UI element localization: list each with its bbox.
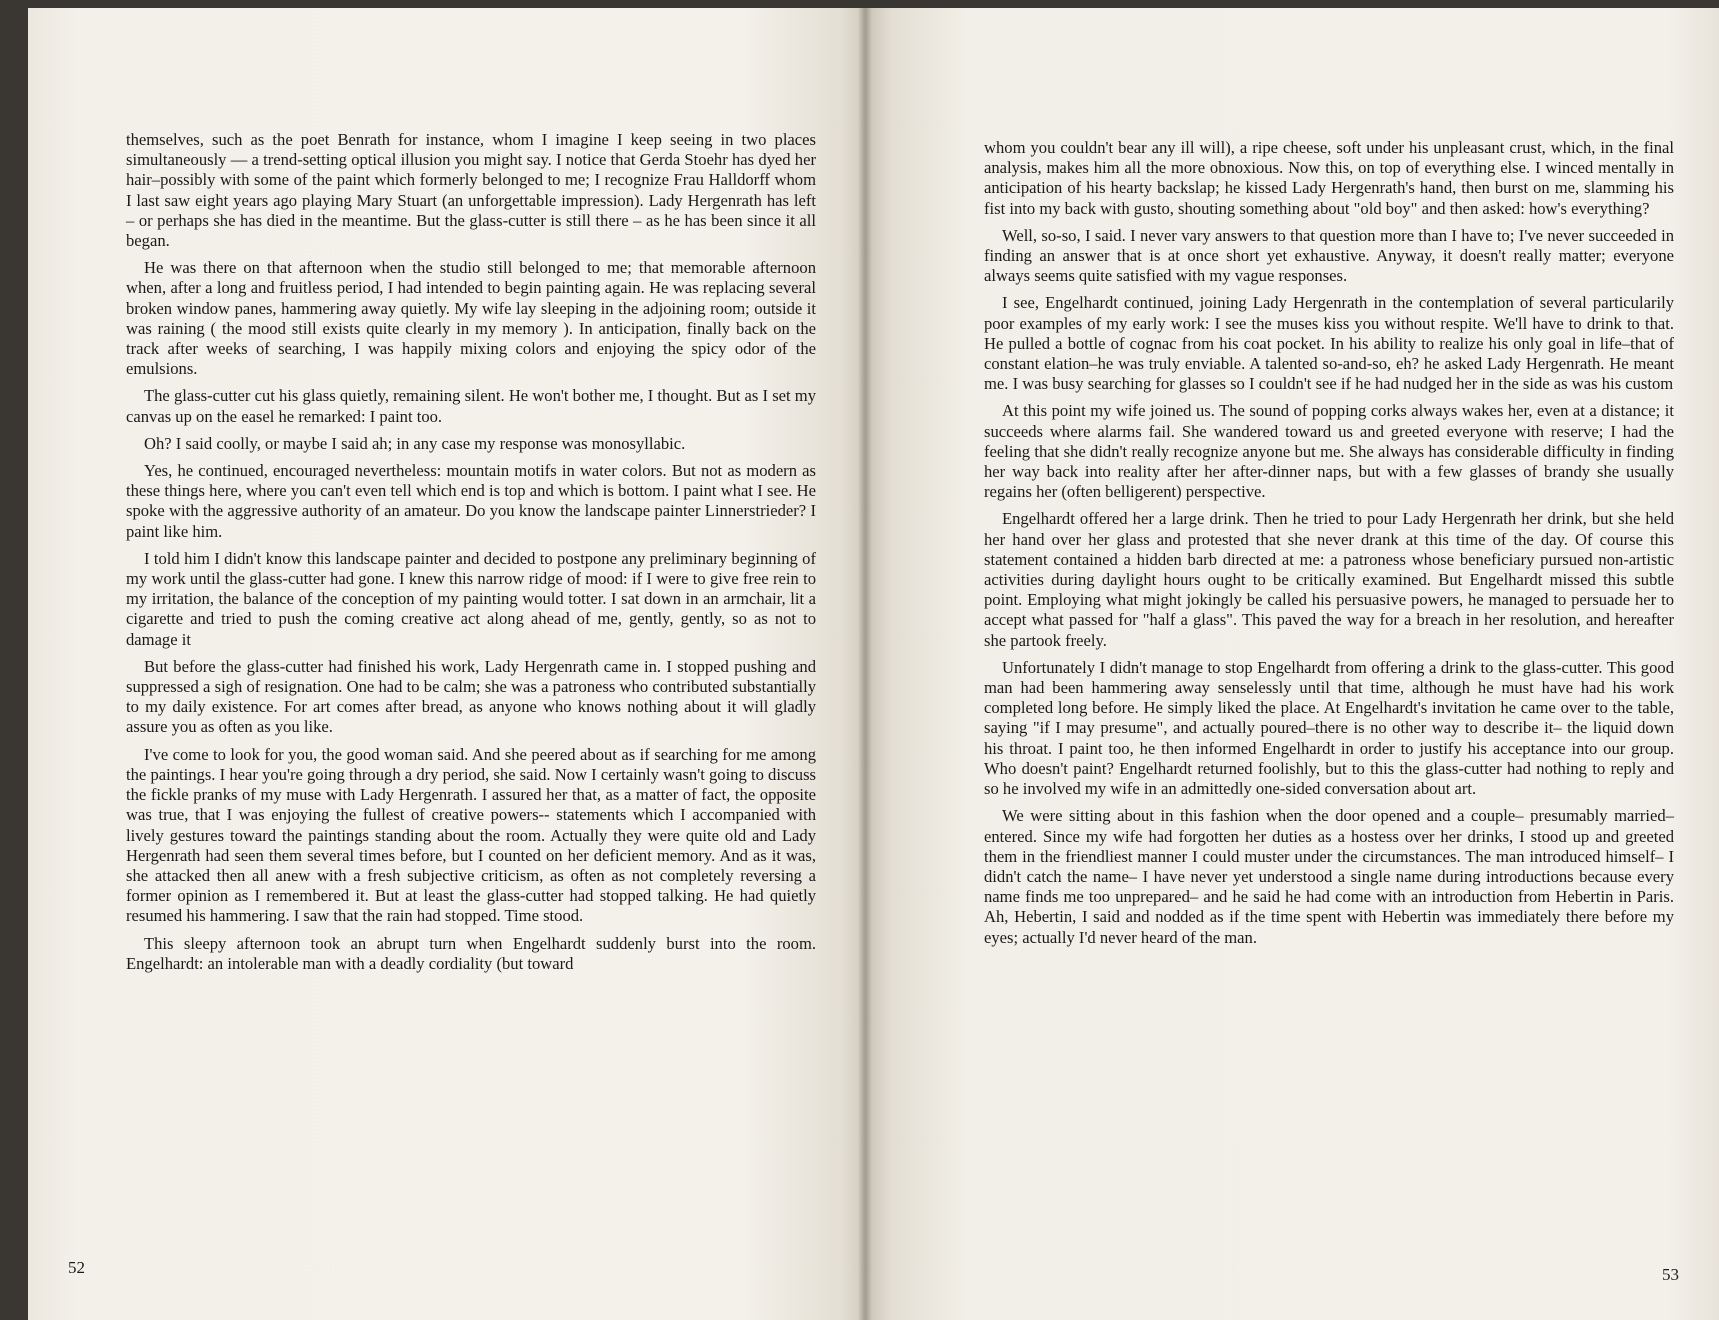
paragraph: We were sitting about in this fashion when the door opened and a couple– presumably married– entered. Since my wife had forgotten her duties as a hostess over her drinks, I stood up and greeted them in the friendliest manner I could muster under the circumstances. The man introduced himself– I didn't catch the name– I have never yet understood a single name during introductions because every name finds me too unprepared– and he said he had come with an introduction from Hebertin in Paris. Ah, Hebertin, I said and nodded as if the time spent with Hebertin was immediately there before my eyes; actually I'd never heard of the man. — [984, 806, 1674, 947]
paragraph: themselves, such as the poet Benrath for instance, whom I imagine I keep seeing in two places simultaneously — a trend-setting optical illusion you might say. I notice that Gerda Stoehr has dyed her hair–possibly with some of the paint which formerly belonged to me; I recognize Frau Halldorff whom I last saw eight years ago playing Mary Stuart (an unforgettable impression). Lady Hergenrath has left – or perhaps she has died in the meantime. But the glass-cutter is still there – as he has been since it all began. — [126, 130, 816, 251]
paragraph: Well, so-so, I said. I never vary answers to that question more than I have to; I've never succeeded in finding an answer that is at once short yet exhaustive. Anyway, it doesn't really matter; everyone always seems quite satisfied with my vague responses. — [984, 225, 1674, 286]
paragraph: At this point my wife joined us. The sound of popping corks always wakes her, even at a distance; it succeeds where alarms fail. She wandered toward us and greeted everyone with reserve; I had the feeling that she didn't really recognize anyone but me. She always has considerable difficulty in finding her way back into reality after her after-dinner naps, but with a few glasses of brandy she usually regains her (often belligerent) perspective. — [984, 401, 1674, 502]
right-page — [866, 8, 1719, 1320]
book-gutter — [858, 8, 872, 1320]
paragraph: But before the glass-cutter had finished his work, Lady Hergenrath came in. I stopped pushing and suppressed a sigh of resignation. One had to be calm; she was a patroness who contributed substantially to my daily existence. For art comes after bread, as anyone who knows nothing about it will gladly assure you as often as you like. — [126, 656, 816, 737]
paragraph: This sleepy afternoon took an abrupt turn when Engelhardt suddenly burst into the room. Engelhardt: an intolerable man with a deadly cordiality (but toward — [126, 933, 816, 973]
paragraph: The glass-cutter cut his glass quietly, remaining silent. He won't bother me, I thought. But as I set my canvas up on the easel he remarked: I paint too. — [126, 386, 816, 426]
paragraph: I told him I didn't know this landscape painter and decided to postpone any preliminary beginning of my work until the glass-cutter had gone. I knew this narrow ridge of mood: if I were to give free rein to my irritation, the balance of the conception of my painting would totter. I sat down in an armchair, lit a cigarette and tried to push the coming creative act along ahead of me, gently, gently, so as not to damage it — [126, 548, 816, 649]
paragraph: I see, Engelhardt continued, joining Lady Hergenrath in the contemplation of several particularily poor examples of my early work: I see the muses kiss you without respite. We'll have to drink to that. He pulled a bottle of cognac from his coat pocket. In his ability to realize his only goal in life–that of constant elation–he was truly enviable. A talented so-and-so, eh? he asked Lady Hergenrath. He meant me. I was busy searching for glasses so I couldn't see if he had nudged her in the side as was his custom — [984, 293, 1674, 394]
paragraph: whom you couldn't bear any ill will), a ripe cheese, soft under his unpleasant crust, which, in the final analysis, makes him all the more obnoxious. Now this, on top of everything else. I winced mentally in anticipation of his hearty backslap; he kissed Lady Hergenrath's hand, then burst on me, slamming his fist into my back with gusto, shouting something about "old boy" and then asked: how's everything? — [984, 138, 1674, 218]
paragraph: Unfortunately I didn't manage to stop Engelhardt from offering a drink to the glass-cutter. This good man had been hammering away senselessly until that time, although he must have had his work completed long before. He simply liked the place. At Engelhardt's invitation he came over to the table, saying "if I may presume", and actually poured–there is no other way to describe it– the liquid down his throat. I paint too, he then informed Engelhardt in order to justify his acceptance into our group. Who doesn't paint? Engelhardt returned foolishly, but to this the glass-cutter had nothing to reply and so he involved my wife in an admittedly one-sided conversation about art. — [984, 657, 1674, 799]
right-page-text — [984, 138, 1674, 955]
left-page — [28, 8, 866, 1320]
paragraph: He was there on that afternoon when the studio still belonged to me; that memorable afternoon when, after a long and fruitless period, I had intended to begin painting again. He was replacing several broken window panes, hammering away quietly. My wife lay sleeping in the adjoining room; outside it was raining ( the mood still exists quite clearly in my memory ). In anticipation, finally back on the track after weeks of searching, I was happily mixing colors and enjoying the spicy odor of the emulsions. — [126, 258, 816, 379]
paragraph: Yes, he continued, encouraged nevertheless: mountain motifs in water colors. But not as modern as these things here, where you can't even tell which end is top and which is bottom. I paint what I see. He spoke with the aggressive authority of an amateur. Do you know the landscape painter Linnerstrieder? I paint like him. — [126, 461, 816, 541]
page-number: 53 — [1662, 1265, 1679, 1284]
paragraph: Oh? I said coolly, or maybe I said ah; in any case my response was monosyllabic. — [144, 433, 686, 453]
left-page-text — [126, 130, 816, 981]
paragraph: I've come to look for you, the good woman said. And she peered about as if searching for me among the paintings. I hear you're going through a dry period, she said. Now I certainly wasn't going to discuss the fickle pranks of my muse with Lady Hergenrath. I assured her that, as a matter of fact, the opposite was true, that I was enjoying the fullest of creative powers-- statements which I accompanied with lively gestures toward the paintings standing about the room. Actually they were quite old and Lady Hergenrath had seen them several times before, but I counted on her deficient memory. And as it was, she attacked then all anew with a fresh subjective criticism, as often as not completely reversing a former opinion as I remembered it. But at least the glass-cutter had stopped talking. He had quietly resumed his hammering. I saw that the rain had stopped. Time stood. — [126, 744, 816, 926]
paragraph: Engelhardt offered her a large drink. Then he tried to pour Lady Hergenrath her drink, but she held her hand over her glass and protested that she never drank at this time of the day. Of course this statement contained a hidden barb directed at me: a patroness whose beneficiary pursued non-artistic activities during daylight hours ought to be critically examined. But Engelhardt missed this subtle point. Employing what might jokingly be called his persuasive powers, he managed to persuade her to accept what passed for "half a glass". This paved the way for a breach in her resolution, and hereafter she partook freely. — [984, 509, 1674, 650]
page-number: 52 — [68, 1258, 85, 1277]
